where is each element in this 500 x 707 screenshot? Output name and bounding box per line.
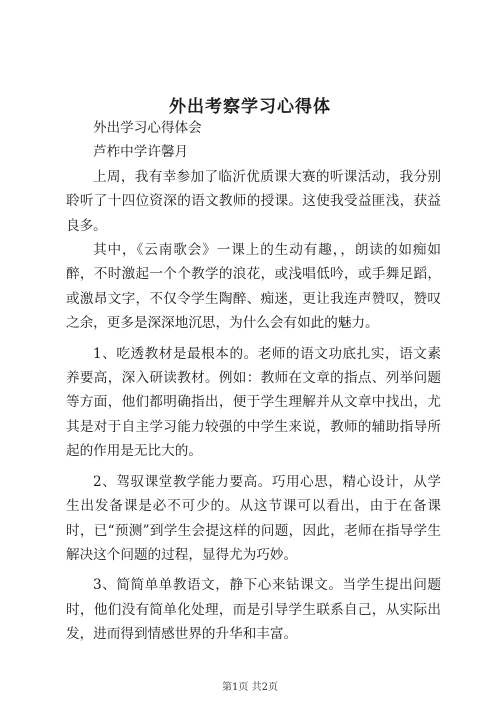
document-author: 芦柞中学许馨月 [93,144,189,161]
paragraph-yunnan: 其中，《云南歌会》一课上的生动有趣，，朗读的如痴如醉，不时激起一个个教学的浪花，或浅唱低吟，或手舞足蹈，或激昂文字，不仅令学生陶醉、痴迷，更让我连声赞叹，赞叹之余，更多是深深地沉思，为什么会有如此的魅力。 [66,242,441,332]
document-title: 外出考察学习心得体 [169,97,331,117]
paragraph-point-3: 3、简简单单教语文，静下心来钻课文。当学生提出问题时，他们没有简单化处理，而是引导学生联系自己，从实际出发，进而得到情感世界的升华和丰富。 [66,577,441,643]
paragraph-point-2: 2、驾驭课堂教学能力要高。巧用心思，精心设计，从学生出发备课是必不可少的。从这节课可以看出，由于在备课时，已“预测”到学生会提这样的问题，因此，老师在指导学生解决这个问题的过程，显得尤为巧妙。 [66,473,441,563]
paragraph-point-1: 1、吃透教材是最根本的。老师的语文功底扎实，语文素养要高，深入研读教材。例如：教师在文章的指点、列举问题等方面，他们都明确指出，便于学生理解并从文章中找出，尤其是对于自主学习能力较强的中学生来说，教师的辅助指导所起的作用是无比大的。 [66,345,441,460]
page-number: 第1页 共2页 [222,682,278,693]
document-body [66,116,441,647]
paragraph-intro: 上周，我有幸参加了临沂优质课大赛的听课活动，我分别聆听了十四位资深的语文教师的授课。这使我受益匪浅，获益良多。 [66,168,441,234]
document-subtitle: 外出学习心得体会 [93,120,202,136]
